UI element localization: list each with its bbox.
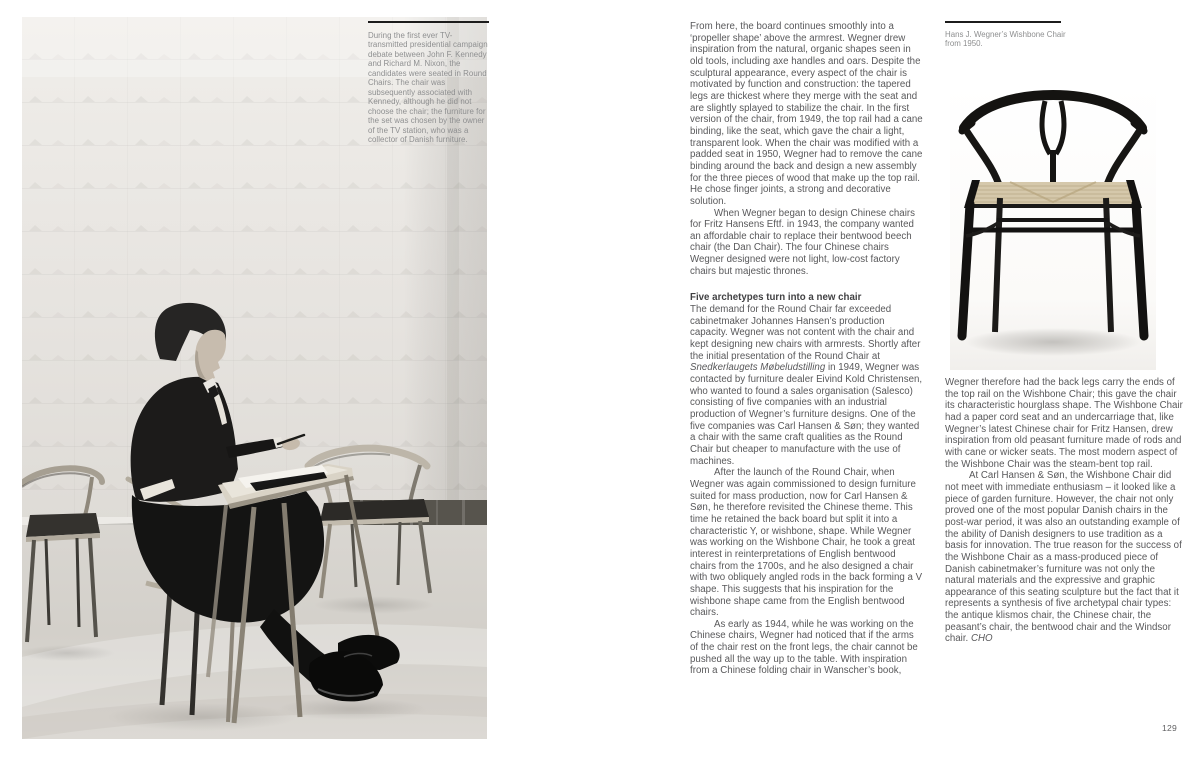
paragraph: When Wegner began to design Chinese chairs for Fritz Hansens Eftf. in 1943, the company wanted an affordable chair to replace their bentwood beech chair (the Dan Chair). The four Chinese chairs Wegner designed were not light, low-cost factory chairs but majestic thrones. [690,207,915,277]
paragraph: From here, the board continues smoothly into a ‘propeller shape’ above the armrest. Wegner drew inspiration from the natural, organic shapes seen in old tools, including axe handles and oars. Despite the sculptural appearance, every aspect of the chair is motivated by function and construction: the tapered legs are thickest where they merge with the seat and are slightly splayed to stabilize the chair. In the first version of the chair, from 1949, the top rail had a cane binding, like the seat, which gave the chair a light, transparent look. When the chair was modified with a padded seat in 1950, Wegner had to remove the cane binding around the back and design a new assembly for the three pieces of wood that make up the top rail. He chose finger joints, a strong and decorative solution. [690,21,923,207]
author-credit: CHO [971,633,993,645]
text-column-2 [945,377,1187,645]
paragraph: After the launch of the Round Chair, when Wegner was again commissioned to design furniture suited for mass production, now for Carl Hansen & Søn, he therefore revisited the Chinese theme. This time he retained the back board but split it into a characteristic Y, or wishbone, shape. While Wegner was working on the Wishbone Chair, he took a great interest in reinterpretations of English bentwood chairs from the 1700s, and he also designed a chair with two obliquely angled rods in the back forming a V shape. This suggests that his inspiration for the wishbone shape came from the English bentwood chairs. [690,467,923,619]
italic-title: Snedkerlaugets Møbeludstilling [690,362,826,374]
caption-text: During the first ever TV-transmitted presidential campaign debate between John F. Kennedy and Richard M. Nixon, the candidates were seated in Round Chairs. The chair was subsequently associated with Kennedy, although he did not choose the chair; the furniture for the set was chosen by the owner of the TV station, who was a collector of Danish furniture. [368,31,488,144]
paragraph [945,470,1187,645]
paragraph [690,304,924,467]
paragraph: As early as 1944, while he was working on the Chinese chairs, Wegner had noticed that if the arms of the chair rest on the front legs, the chair cannot be pushed all the way up to the table. With inspiration from a Chinese folding chair in Wanscher’s book, [690,618,918,677]
paragraph: Wegner therefore had the back legs carry the ends of the top rail on the Wishbone Chair; this gave the chair its characteristic hourglass shape. The Wishbone Chair had a paper cord seat and an undercarriage that, like Wegner’s latest Chinese chair for Fritz Hansen, drew inspiration from old peasant furniture made of rods and with cane or wicker seats. The most modern aspect of the Wishbone Chair was the steam-bent top rail. [945,377,1183,470]
caption-rule [945,21,1061,23]
caption-text: Hans J. Wegner’s Wishbone Chair from 1950. [945,30,1066,49]
caption-rule [368,21,489,23]
paragraph-text: in 1949, Wegner was contacted by furniture dealer Eivind Kold Christensen, who wanted to found a sales organisation (Salesco) consisting of five companies with an industrial production of Wegner’s furniture designs. One of the five companies was Carl Hansen & Søn; they wanted a chair with the same craft qualities as the Round Chair but cheaper to manufacture with the use of machines. [690,362,923,467]
section-heading: Five archetypes turn into a new chair [690,292,862,304]
paragraph-text: The demand for the Round Chair far exceeded cabinetmaker Johannes Hansen’s production capacity. Wegner was not content with the chair and kept designing new chairs with armrests. Shortly after the initial presentation of the Round Chair at [690,304,921,362]
text-column-1 [690,21,924,677]
paragraph-text: At Carl Hansen & Søn, the Wishbone Chair did not meet with immediate enthusiasm – it looked like a piece of garden furniture. However, the chair not only proved one of the most popular Danish chairs in the post-war period, it was also an outstanding example of the ability of Danish designers to use tradition as a basis for innovation. The true reason for the success of the Wishbone Chair as a mass-produced piece of Danish cabinetmaker’s furniture was not only the natural materials and the expressive and graphic appearance of this seating sculpture but the fact that it represents a synthesis of five archetypal chair types: the antique klismos chair, the Chinese chair, the peasant’s chair, the bentwood chair and the Windsor chair. [945,470,1182,645]
page-number: 129 [1162,723,1177,733]
wishbone-chair-illustration [950,84,1156,370]
photo-caption-right [945,21,1080,49]
photo-caption-left [368,21,489,144]
kennedy-debate-photo [22,17,487,739]
wishbone-chair-photo [950,84,1156,370]
